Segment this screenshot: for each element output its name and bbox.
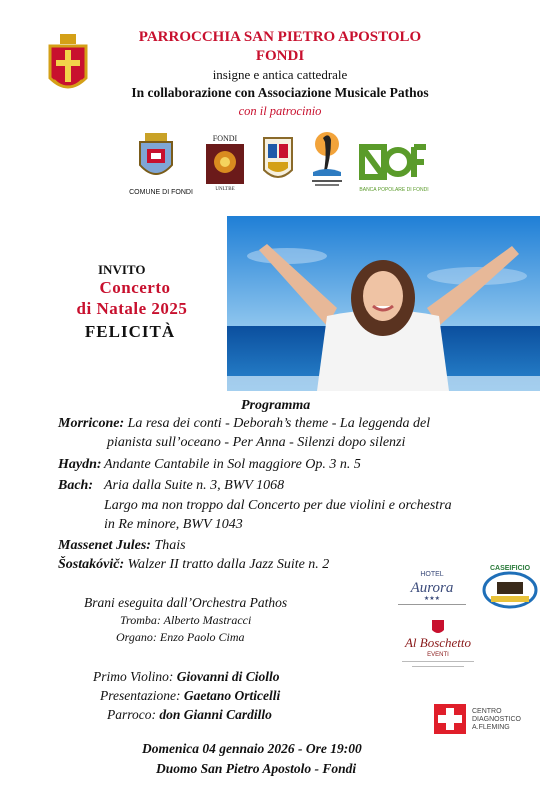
program-pieces: in Re minore, BWV 1043	[104, 517, 243, 532]
parish-crest-icon	[46, 34, 90, 98]
caseificio-label: CASEIFICIO	[489, 565, 531, 572]
fleming-line1: CENTRO	[472, 708, 502, 715]
program-pieces: La resa dei conti - Deborah’s theme - La leggenda del	[124, 416, 431, 431]
centro-fleming-logo-icon	[432, 700, 532, 736]
concert-title-line1: Concerto	[99, 278, 171, 297]
program-pieces: Aria dalla Suite n. 3, BWV 1068	[104, 478, 285, 493]
al-boschetto-logo-icon	[398, 620, 478, 672]
program-item	[58, 456, 102, 474]
parish-priest-credit	[107, 706, 272, 723]
hotel-aurora-logo-icon	[392, 566, 472, 608]
composer-name: Morricone:	[58, 416, 125, 431]
program-title: Programma	[241, 398, 311, 413]
cathedral-subtitle: insigne e antica cattedrale	[212, 67, 348, 82]
eventi-label: EVENTI	[427, 652, 449, 658]
trumpet-credit: Tromba: Alberto Mastracci	[120, 613, 252, 627]
program-pieces: Largo ma non troppo dal Concerto per due violini e orchestra	[104, 498, 452, 513]
organ-credit: Organo: Enzo Paolo Cima	[116, 630, 245, 644]
composer-name: Bach:	[58, 478, 93, 493]
program-item	[104, 497, 452, 515]
violin-name: Giovanni di Ciollo	[176, 669, 280, 684]
concert-theme: FELICITÀ	[84, 322, 176, 341]
svg-text:FONDI: FONDI	[212, 134, 238, 143]
composer-name: Haydn:	[58, 457, 102, 472]
presenter-credit	[100, 687, 280, 704]
concert-title-line2: di Natale 2025	[76, 299, 188, 318]
hotel-label: HOTEL	[420, 571, 444, 578]
program-item	[58, 556, 329, 574]
program-item	[58, 415, 430, 433]
boschetto-label: Al Boschetto	[404, 635, 472, 650]
program-item	[107, 434, 405, 452]
comune-fondi-caption: COMUNE DI FONDI	[129, 189, 193, 196]
parish-city: FONDI	[255, 48, 305, 64]
fleming-line3: A.FLEMING	[472, 724, 510, 731]
woman-sea-photo	[227, 216, 540, 391]
caseificio-logo-icon	[481, 562, 539, 610]
patronage-line: con il patrocinio	[238, 104, 322, 118]
heron-park-logo-icon	[309, 128, 345, 192]
aurora-label: Aurora	[410, 580, 454, 596]
violin-credit	[93, 668, 280, 685]
program-item	[104, 456, 361, 474]
svg-text:★★★: ★★★	[423, 596, 441, 602]
collaboration-line: In collaborazione con Associazione Musicale Pathos	[131, 85, 429, 100]
program-item	[104, 477, 284, 495]
fondi-vetustatem-logo-icon	[200, 132, 250, 192]
violin-label: Primo Violino:	[93, 669, 177, 684]
parish-name: PARROCCHIA SAN PIETRO APOSTOLO	[138, 29, 422, 45]
program-pieces: pianista sull’oceano - Per Anna - Silenzi dopo silenzi	[107, 435, 406, 450]
fleming-line2: DIAGNOSTICO	[472, 716, 522, 723]
composer-name: Šostakóvič:	[58, 557, 125, 572]
invite-label: INVITO	[98, 262, 146, 277]
event-date: Domenica 04 gennaio 2026 - Ore 19:00	[142, 741, 362, 756]
program-item	[104, 516, 243, 534]
event-venue: Duomo San Pietro Apostolo - Fondi	[156, 761, 357, 776]
bank-caption: BANCA POPOLARE DI FONDI	[359, 187, 429, 193]
program-pieces: Walzer II tratto dalla Jazz Suite n. 2	[124, 557, 330, 572]
parish-priest-name: don Gianni Cardillo	[159, 707, 272, 722]
regional-shield-icon	[262, 136, 294, 186]
program-item	[58, 537, 186, 555]
composer-name: Massenet Jules:	[58, 538, 151, 553]
orchestra-credit: Brani eseguita dall’Orchestra Pathos	[84, 595, 288, 610]
presenter-label: Presentazione:	[100, 688, 184, 703]
comune-fondi-crest-icon	[137, 133, 175, 183]
svg-text:UNLTBE: UNLTBE	[215, 187, 235, 192]
parish-priest-label: Parroco:	[107, 707, 160, 722]
presenter-name: Gaetano Orticelli	[183, 688, 281, 703]
program-pieces: Andante Cantabile in Sol maggiore Op. 3 n. 5	[104, 457, 361, 472]
banca-popolare-logo-icon	[358, 143, 428, 181]
program-pieces: Thais	[150, 538, 186, 553]
program-item	[58, 477, 93, 495]
